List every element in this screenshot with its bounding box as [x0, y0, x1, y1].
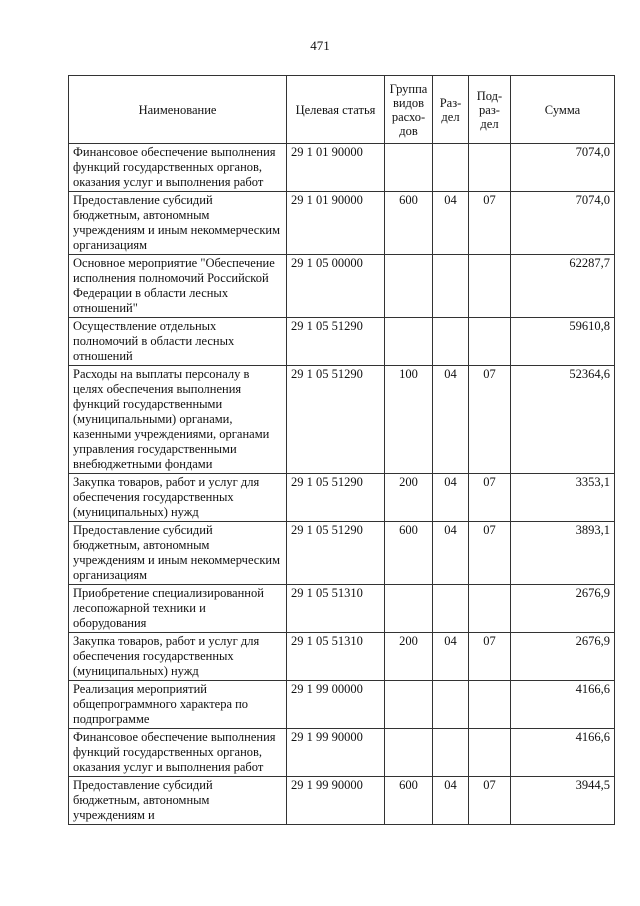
cell-target: 29 1 05 51290 — [287, 366, 385, 474]
cell-name: Предоставление субсидий бюджетным, автономным учреждениям и — [69, 777, 287, 825]
cell-group: 600 — [385, 777, 433, 825]
cell-name: Предоставление субсидий бюджетным, автономным учреждениям и иным некоммерческим организациям — [69, 192, 287, 255]
cell-section: 04 — [433, 192, 469, 255]
cell-sum: 7074,0 — [511, 192, 615, 255]
cell-group: 600 — [385, 522, 433, 585]
table-row — [69, 318, 615, 366]
cell-subsection: 07 — [469, 474, 511, 522]
cell-section — [433, 585, 469, 633]
cell-target: 29 1 05 51290 — [287, 318, 385, 366]
table-row — [69, 522, 615, 585]
cell-name: Приобретение специализированной лесопожарной техники и оборудования — [69, 585, 287, 633]
cell-section — [433, 729, 469, 777]
cell-subsection: 07 — [469, 366, 511, 474]
cell-target: 29 1 99 90000 — [287, 729, 385, 777]
cell-name: Закупка товаров, работ и услуг для обеспечения государственных (муниципальных) нужд — [69, 474, 287, 522]
cell-sum: 4166,6 — [511, 729, 615, 777]
table-body — [69, 144, 615, 825]
cell-section — [433, 681, 469, 729]
cell-target: 29 1 01 90000 — [287, 192, 385, 255]
cell-sum: 52364,6 — [511, 366, 615, 474]
cell-sum: 3353,1 — [511, 474, 615, 522]
cell-group — [385, 729, 433, 777]
table-row — [69, 192, 615, 255]
cell-name: Финансовое обеспечение выполнения функций государственных органов, оказания услуг и выполнения работ — [69, 144, 287, 192]
cell-subsection — [469, 585, 511, 633]
cell-section: 04 — [433, 633, 469, 681]
table-row — [69, 633, 615, 681]
cell-group — [385, 318, 433, 366]
cell-group — [385, 681, 433, 729]
cell-group — [385, 144, 433, 192]
cell-subsection — [469, 318, 511, 366]
cell-subsection — [469, 681, 511, 729]
cell-section: 04 — [433, 777, 469, 825]
table-row — [69, 777, 615, 825]
cell-target: 29 1 05 51290 — [287, 522, 385, 585]
header-name: Наименование — [69, 76, 287, 144]
table-row — [69, 681, 615, 729]
cell-group: 100 — [385, 366, 433, 474]
table-row — [69, 366, 615, 474]
cell-subsection: 07 — [469, 777, 511, 825]
cell-section — [433, 144, 469, 192]
cell-subsection: 07 — [469, 633, 511, 681]
cell-group: 200 — [385, 474, 433, 522]
cell-name: Реализация мероприятий общепрограммного характера по подпрограмме — [69, 681, 287, 729]
table-row — [69, 144, 615, 192]
cell-name: Осуществление отдельных полномочий в области лесных отношений — [69, 318, 287, 366]
cell-sum: 3893,1 — [511, 522, 615, 585]
budget-table — [68, 75, 615, 825]
cell-sum: 59610,8 — [511, 318, 615, 366]
cell-name: Закупка товаров, работ и услуг для обеспечения государственных (муниципальных) нужд — [69, 633, 287, 681]
cell-subsection: 07 — [469, 192, 511, 255]
cell-name: Финансовое обеспечение выполнения функций государственных органов, оказания услуг и выполнения работ — [69, 729, 287, 777]
cell-subsection — [469, 144, 511, 192]
cell-section — [433, 255, 469, 318]
table-header-row — [69, 76, 615, 144]
table-row — [69, 255, 615, 318]
cell-target: 29 1 01 90000 — [287, 144, 385, 192]
cell-name: Предоставление субсидий бюджетным, автономным учреждениям и иным некоммерческим организациям — [69, 522, 287, 585]
cell-sum: 3944,5 — [511, 777, 615, 825]
cell-sum: 62287,7 — [511, 255, 615, 318]
cell-section: 04 — [433, 366, 469, 474]
cell-target: 29 1 05 51310 — [287, 585, 385, 633]
header-section: Раз-дел — [433, 76, 469, 144]
cell-target: 29 1 05 00000 — [287, 255, 385, 318]
cell-name: Расходы на выплаты персоналу в целях обеспечения выполнения функций государственными (муниципальными) органами, казенными учреждениями, органами управления государственными внебюджетными фондами — [69, 366, 287, 474]
cell-target: 29 1 99 90000 — [287, 777, 385, 825]
cell-group: 200 — [385, 633, 433, 681]
header-sum: Сумма — [511, 76, 615, 144]
cell-sum: 7074,0 — [511, 144, 615, 192]
cell-section — [433, 318, 469, 366]
header-subsection: Под-раз-дел — [469, 76, 511, 144]
cell-target: 29 1 05 51290 — [287, 474, 385, 522]
cell-target: 29 1 05 51310 — [287, 633, 385, 681]
cell-section: 04 — [433, 522, 469, 585]
cell-group: 600 — [385, 192, 433, 255]
cell-subsection — [469, 729, 511, 777]
page-bottom-margin — [68, 846, 614, 906]
cell-group — [385, 585, 433, 633]
cell-section: 04 — [433, 474, 469, 522]
header-target: Целевая статья — [287, 76, 385, 144]
cell-sum: 4166,6 — [511, 681, 615, 729]
cell-name: Основное мероприятие "Обеспечение исполнения полномочий Российской Федерации в области лесных отношений" — [69, 255, 287, 318]
table-row — [69, 585, 615, 633]
cell-group — [385, 255, 433, 318]
cell-subsection — [469, 255, 511, 318]
cell-sum: 2676,9 — [511, 633, 615, 681]
table-row — [69, 729, 615, 777]
cell-subsection: 07 — [469, 522, 511, 585]
cell-sum: 2676,9 — [511, 585, 615, 633]
table-row — [69, 474, 615, 522]
cell-target: 29 1 99 00000 — [287, 681, 385, 729]
page-number: 471 — [310, 38, 330, 53]
header-group: Группа видов расхо-дов — [385, 76, 433, 144]
